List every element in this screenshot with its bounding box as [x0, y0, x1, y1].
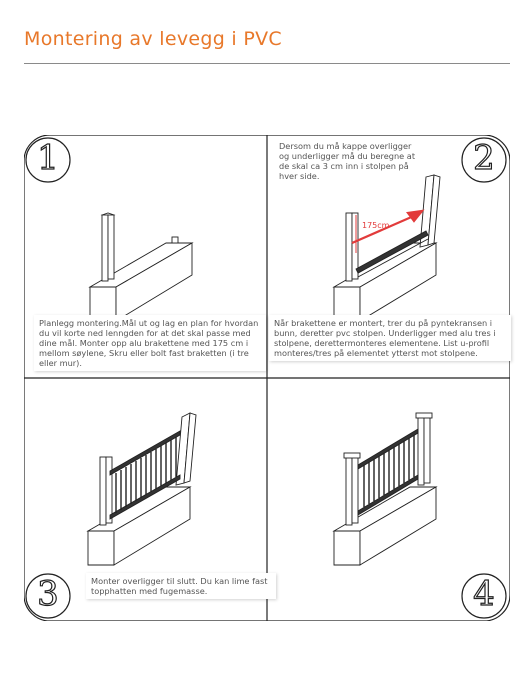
step3-number: 3 [37, 574, 59, 614]
step1-drawing [90, 213, 192, 321]
step2-drawing [334, 175, 440, 321]
step2-number: 2 [473, 138, 495, 178]
step1-number: 1 [37, 138, 59, 178]
dimension-label: 175cm [362, 221, 390, 230]
step1-text: Planlegg montering.Mål ut og lag en plan for hvordan du vil korte ned lenngden for at det skal passe med dine mål. Monter opp alu brakettene med 175 cm i mellom søylene, Skru eller bolt fast braketten (i tre eller mur). [34, 315, 266, 371]
page-title: Montering av levegg i PVC [24, 28, 282, 50]
instruction-grid [24, 135, 510, 621]
step2-text: Når brakettene er montert, trer du på pyntekransen i bunn, deretter pvc stolpen. Underligger med alu tres i stolpene, derettermonteres elementene. List u-profil monteres/tres på elementet ytterst mot stolpene. [269, 315, 511, 361]
title-divider [24, 63, 510, 64]
instruction-drawings [24, 135, 510, 621]
step2-top-text: Dersom du må kappe overligger og underligger må du beregne at de skal ca 3 cm inn i stolpen på hver side. [279, 141, 416, 181]
step3-text: Monter overligger til slutt. Du kan lime fast topphatten med fugemasse. [86, 573, 276, 599]
step4-number: 4 [473, 574, 495, 614]
step3-drawing [88, 413, 196, 565]
step4-drawing [334, 413, 436, 565]
